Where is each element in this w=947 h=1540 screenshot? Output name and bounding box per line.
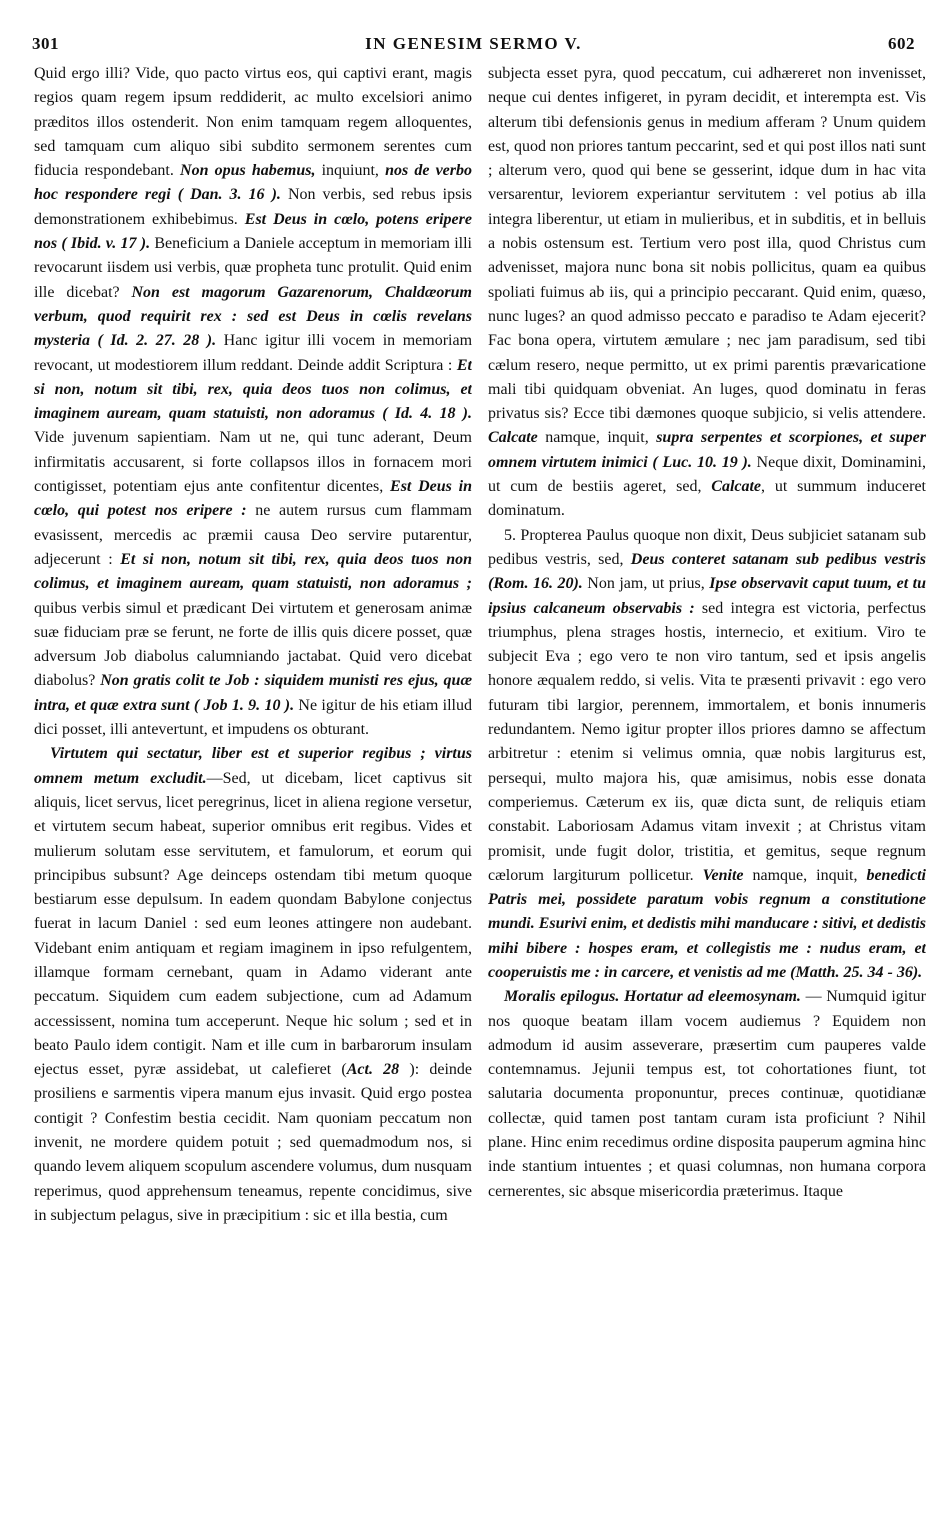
- quotation: Non est magorum Gazarenorum, Chaldæorum verbum, quod requirit rex : sed est Deus in cœlis revelans mysteria ( Id. 2. 27. 28 ).: [34, 283, 472, 350]
- section-heading: Moralis epilogus. Hortatur ad eleemosynam.: [504, 988, 801, 1006]
- quotation: Et si non, notum sit tibi, rex, quia deos tuos non colimus, et imaginem auream, quam statuisti, non adoramus ( Id. 4. 18 ).: [34, 356, 472, 423]
- citation: Act. 28: [346, 1061, 400, 1079]
- quotation: Venite: [702, 866, 744, 884]
- text-run: — Numquid igitur nos quoque beatam illam vocem audiemus ? Equidem non admodum id ausim asseverare, præsertim cum pauperes valde contemnamus. Jejunii tempus est, tot cohortationes fiunt, tot salutaria documenta proponuntur, preces continuæ, quotidianæ collectæ, quid tamen post tantam curam ista proficiunt ? Nihil plane. Hinc enim recedimus ordine disposita pauperum agmina hinc inde stantium intuentes ; et quasi columnas, non humana corpora cernerentes, sic absque misericordia præterimus. Itaque: [488, 988, 926, 1200]
- page-number-right: 602: [888, 34, 915, 53]
- quotation: Non opus habemus,: [180, 162, 316, 180]
- right-column: [488, 62, 926, 1532]
- text-run: , ut summum induceret dominatum.: [488, 478, 926, 520]
- text-run: Non verbis, sed rebus ipsis demonstrationem exhibebimus.: [34, 186, 472, 228]
- text-run: Non jam, ut prius,: [582, 575, 710, 593]
- quotation: Et si non, notum sit tibi, rex, quia deos tuos non colimus, et imaginem auream, quam statuisti, non adoramus ;: [34, 550, 472, 593]
- text-run: subjecta esset pyra, quod peccatum, cui adhæreret non invenisset, neque cui dentes infigeret, in pyram decidit, et interempta est. Vis alterum tibi defensionis genus in medium afferam ? Unum quidem est, quod non priores tantum peccarint, sed et qui post illos nati sunt ; alterum vero, quod qui bene se gesserint, idque dum in hac vita versarentur, leviorem experiantur servitutem : vel potius ab illa integra liberentur, ut etiam in mulieribus, et in subditis, et in belluis a nobis ostensum est. Tertium vero post illa, quod Christus cum advenisset, majora nunc bona sit nobis pollicitus, quam ea quibus spoliati fuimus ab iis, qui a principio peccarant. Quid enim, quæso, nunc luges? an quod admisso peccato e paradiso te Adam ejecerit? Fac bona opera, virtutem æmulare ; nec jam paradisum, sed tibi cælum resero, neque permitto, ut ex primi parentis prævaricatione mali tibi quidquam obveniat. An luges, quod dominatu in feras privatus sis? Ecce tibi dæmones quoque subjicio, si velis attendere.: [488, 65, 926, 423]
- quotation: benedicti Patris mei, possidete paratum vobis regnum a constitutione mundi. Esurivi enim, et dedistis mihi manducare : sitivi, et dedistis mihi bibere : hospes eram, et collegistis me : nudus eram, et cooperuistis me : in carcere, et venistis ad me (Matth. 25. 34 - 36).: [488, 866, 926, 981]
- paragraph: [488, 62, 926, 524]
- text-run: namque, inquit,: [537, 429, 657, 447]
- page-number-left: 301: [32, 34, 59, 53]
- text-run: Neque dixit, Dominamini, ut cum de bestiis ageret, sed,: [488, 453, 926, 496]
- text-run: Quid ergo illi? Vide, quo pacto virtus eos, qui captivi erant, magis regios quam regem ipsum reddiderit, ac multo excelsiori animo præditos illos ostenderit. Non enim tamquam regem alloquentes, sed tamquam cum aliquo sibi subdito sermonem serentes cum fiducia respondebant.: [34, 65, 472, 180]
- text-run: —Sed, ut dicebam, licet captivus sit aliquis, licet servus, licet peregrinus, licet in aliena regione versetur, et virtutem secum habeat, superior omnibus erit regibus. Vides et mulierum solutam esse servitutem, et famulorum, et eorum qui principibus subsunt? Age deinceps ostendam tibi metum quoque bestiarum esse depulsum. In eadem quondam Babylone conjectus fuerat in lacum Daniel : sed eum leones attingere non audebant. Videbant enim antiquam et regiam imaginem in ipso refulgentem, illamque formam cernebant, quam in Adamo viderant ante peccatum. Siquidem cum eadem subjectione, cum ad Adamum accessissent, nomina tum acceperunt. Neque hic solum ; sed et in beato Paulo idem contigit. Nam et ille cum in barbarorum insulam ejectus esset, pyræ assidebat, ut calefieret (: [34, 769, 472, 1079]
- text-run: Hanc igitur illi vocem in memoriam revocant, ut modestiorem illum reddant. Deinde addit Scriptura :: [34, 332, 472, 374]
- text-run: sed integra est victoria, perfectus triumphus, plena strages hostis, internecio, et exitium. Viro te subjecit Eva ; ego vero te non viro tantum, sed et ipsis angelis honore æqualem reddo, si velis. Vita te præsenti privavit : ego vero futuram tibi largior, perennem, immortalem, et bonis innumeris redundantem. Nemo igitur propter illos priores damno se affectum arbitretur : etenim si velimus omnia, quæ nobis largiturus est, persequi, multo majora his, quæ amisimus, nobis esse donata comperiemus. Cæterum ex iis, quæ dicta sunt, de reliquis etiam constabit. Laboriosam Adamus vitam invexit ; at Christus vitam promisit, unde fugit dolor, tristitia, et gemitus, seque regnum cælorum largiturum pollicetur.: [488, 599, 926, 884]
- quotation: supra serpentes et scorpiones, et super omnem virtutem inimici ( Luc. 10. 19 ).: [488, 429, 926, 471]
- quotation: Non gratis colit te Job : siquidem munisti res ejus, quæ intra, et quæ extra sunt ( Job 1. 9. 10 ).: [34, 672, 472, 714]
- page-header: [30, 34, 917, 58]
- section-heading: Virtutem qui sectatur, liber est et superior regibus ; virtus omnem metum excludit.: [34, 745, 472, 787]
- text-run: inquiunt,: [315, 162, 386, 180]
- text-run: ne autem rursus cum flammam evasissent, mercedis ac præmii causa Deo servire putarentur, adjecerunt :: [34, 502, 472, 568]
- quotation: Est Deus in cœlo, potens eripere nos ( Ibid. v. 17 ).: [34, 210, 472, 253]
- paragraph: [34, 742, 472, 1228]
- paragraph: [488, 985, 926, 1204]
- text-run: quibus verbis simul et prædicant Dei virtutem et generosam animæ suæ fiduciam præ se ferunt, ne forte de illis quis dicere posset, quæ adversum Job diabolus calumniando jactabat. Quid vero dicebat diabolus?: [34, 599, 472, 690]
- quotation: Calcate: [711, 478, 762, 496]
- quotation: Ipse observavit caput tuum, et tu ipsius calcaneum observabis :: [488, 575, 926, 617]
- quotation: Calcate: [488, 429, 538, 447]
- text-run: Ne igitur de his etiam illud dici posset, illi antevertunt, et impudens os obturant.: [34, 696, 472, 739]
- paragraph: [488, 524, 926, 986]
- left-column: [34, 62, 472, 1532]
- running-title: IN GENESIM SERMO V.: [365, 34, 582, 53]
- paragraph: [34, 62, 472, 742]
- text-run: Beneficium a Daniele acceptum in memoriam illi revocarunt iisdem usi verbis, quæ propheta tunc protulit. Quid enim ille dicebat?: [34, 235, 472, 301]
- text-run: 5. Propterea Paulus quoque non dixit, Deus subjiciet satanam sub pedibus vestris, sed,: [488, 526, 926, 568]
- text-run: ): deinde prosiliens e sarmentis vipera manum ejus invasit. Quid ergo postea contigit ? Confestim bestia cecidit. Nam quoniam peccatum non invenit, ne mordere quidem potuit ; sed quemadmodum nos, si quando levem aliquem scopulum ascendere volumus, dum nusquam reperimus, quod apprehensum teneamus, repente concidimus, sive in subjectum pelagus, sive in præcipitium : sic et illa bestia, cum: [34, 1061, 472, 1224]
- quotation: nos de verbo hoc respondere regi ( Dan. 3. 16 ).: [34, 162, 472, 204]
- text-run: namque, inquit,: [743, 866, 867, 884]
- text-run: Vide juvenum sapientiam. Nam ut ne, qui tunc aderant, Deum infirmitatis accusarent, si forte collapsos illos in fornacem mori contigisset, potentiam ejus ante confitentur dicentes,: [34, 429, 472, 496]
- quotation: Deus conteret satanam sub pedibus vestris (Rom. 16. 20).: [488, 550, 926, 593]
- quotation: Est Deus in cœlo, qui potest nos eripere :: [34, 478, 472, 520]
